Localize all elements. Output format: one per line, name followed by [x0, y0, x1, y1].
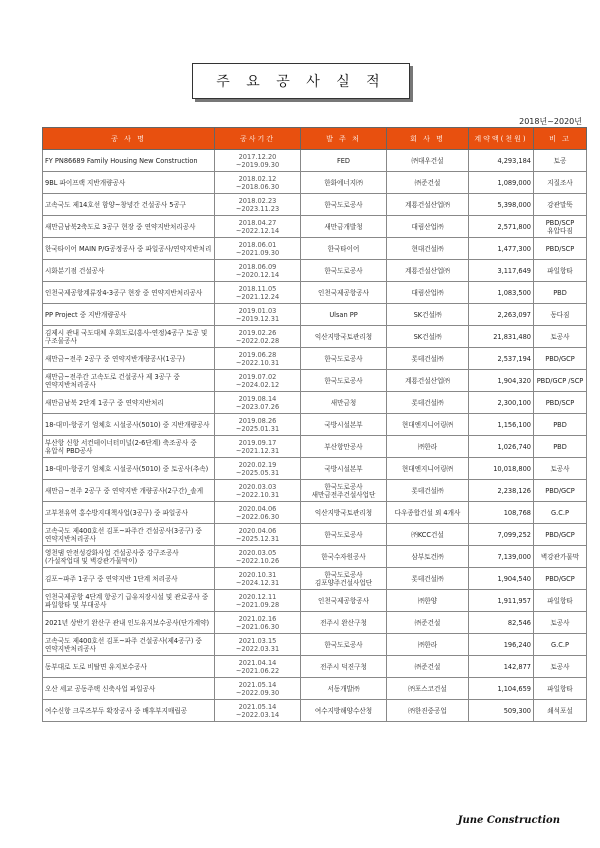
- cell-amount: 7,139,000: [469, 546, 534, 568]
- cell-client: 전주시 덕진구청: [301, 656, 387, 678]
- cell-note: 강관말뚝: [534, 194, 587, 216]
- cell-amount: 1,911,957: [469, 590, 534, 612]
- cell-name: 인천국제공항 4단계 항공기 급유저장시설 및 관로공사 중 파일항타 및 부대공사: [43, 590, 215, 612]
- cell-client: 한국도로공사: [301, 524, 387, 546]
- cell-period: 2017.12.20 ~2019.09.30: [215, 150, 301, 172]
- table-row: [43, 612, 587, 634]
- cell-name: PP Project 중 지반개량공사: [43, 304, 215, 326]
- table-row: [43, 348, 587, 370]
- cell-name: 18-대미-항공기 엄체호 시설공사(5010) 중 지반개량공사: [43, 414, 215, 436]
- cell-note: PBD: [534, 414, 587, 436]
- col-header-name: 공 사 명: [43, 128, 215, 150]
- cell-amount: 1,904,320: [469, 370, 534, 392]
- cell-note: PBD/GCP: [534, 480, 587, 502]
- cell-amount: 3,117,649: [469, 260, 534, 282]
- table-row: [43, 260, 587, 282]
- cell-company: 현대엔지니어링㈜: [387, 458, 469, 480]
- cell-company: ㈜포스코건설: [387, 678, 469, 700]
- cell-name: 새만금~전주간 고속도로 건설공사 제 3공구 중 연약지반처리공사: [43, 370, 215, 392]
- cell-period: 2019.01.03 ~2019.12.31: [215, 304, 301, 326]
- cell-period: 2019.08.14 ~2023.07.26: [215, 392, 301, 414]
- cell-amount: 2,263,097: [469, 304, 534, 326]
- cell-note: 동다짐: [534, 304, 587, 326]
- cell-period: 2019.02.26 ~2022.02.28: [215, 326, 301, 348]
- cell-note: PBD/SCP: [534, 238, 587, 260]
- cell-company: 계룡건설산업㈜: [387, 260, 469, 282]
- cell-client: 여수지방해양수산청: [301, 700, 387, 722]
- cell-amount: 21,831,480: [469, 326, 534, 348]
- col-header-client: 발 주 처: [301, 128, 387, 150]
- cell-name: 새만금~전주 2공구 중 연약지반 개량공사(2구간)_솔게: [43, 480, 215, 502]
- cell-amount: 7,099,252: [469, 524, 534, 546]
- cell-company: 대림산업㈜: [387, 216, 469, 238]
- col-header-company: 회 사 명: [387, 128, 469, 150]
- cell-client: 인천국제공항공사: [301, 590, 387, 612]
- table-row: [43, 656, 587, 678]
- cell-company: SK건설㈜: [387, 304, 469, 326]
- col-header-amount: 계약액(천원): [469, 128, 534, 150]
- cell-note: PBD/GCP: [534, 524, 587, 546]
- cell-name: FY PN86689 Family Housing New Construction: [43, 150, 215, 172]
- cell-note: PBD/GCP: [534, 568, 587, 590]
- cell-note: 토공: [534, 150, 587, 172]
- cell-name: 9BL 파이프랙 지반개량공사: [43, 172, 215, 194]
- cell-period: 2021.02.16 ~2021.06.30: [215, 612, 301, 634]
- cell-client: 국방시설본부: [301, 414, 387, 436]
- cell-company: 롯데건설㈜: [387, 480, 469, 502]
- table-row: [43, 546, 587, 568]
- table-row: [43, 480, 587, 502]
- table-row: [43, 172, 587, 194]
- table-row: [43, 524, 587, 546]
- cell-client: 익산지방국토관리청: [301, 502, 387, 524]
- cell-period: 2021.05.14 ~2022.09.30: [215, 678, 301, 700]
- table-row: [43, 458, 587, 480]
- col-header-note: 비 고: [534, 128, 587, 150]
- table-row: [43, 414, 587, 436]
- cell-period: 2020.04.06 ~2022.06.30: [215, 502, 301, 524]
- cell-note: PBD/SCP: [534, 392, 587, 414]
- cell-period: 2020.04.06 ~2025.12.31: [215, 524, 301, 546]
- cell-company: ㈜준건설: [387, 172, 469, 194]
- cell-company: 계룡건설산업㈜: [387, 370, 469, 392]
- cell-amount: 1,089,000: [469, 172, 534, 194]
- table-row: [43, 194, 587, 216]
- cell-company: 롯데건설㈜: [387, 568, 469, 590]
- cell-period: 2019.09.17 ~2021.12.31: [215, 436, 301, 458]
- cell-name: 새만금~전주 2공구 중 연약지반개량공사(1공구): [43, 348, 215, 370]
- cell-client: 국방시설본부: [301, 458, 387, 480]
- cell-amount: 2,300,100: [469, 392, 534, 414]
- cell-amount: 2,238,126: [469, 480, 534, 502]
- table-row: [43, 392, 587, 414]
- cell-company: ㈜한양: [387, 590, 469, 612]
- cell-period: 2020.12.11 ~2021.09.28: [215, 590, 301, 612]
- cell-client: 한국도로공사: [301, 634, 387, 656]
- cell-amount: 142,877: [469, 656, 534, 678]
- table-row: [43, 590, 587, 612]
- cell-name: 여수신항 크루즈부두 확장공사 중 배후부지매립공: [43, 700, 215, 722]
- cell-name: 오산 세교 공동주택 신축사업 파일공사: [43, 678, 215, 700]
- cell-note: 파일항타: [534, 260, 587, 282]
- cell-period: 2018.02.12 ~2018.06.30: [215, 172, 301, 194]
- cell-note: 쇄석포설: [534, 700, 587, 722]
- cell-company: 계룡건설산업㈜: [387, 194, 469, 216]
- cell-client: 한국도로공사: [301, 194, 387, 216]
- cell-name: 18-대미-항공기 엄체호 시설공사(5010) 중 토공사(추속): [43, 458, 215, 480]
- table-row: [43, 150, 587, 172]
- cell-note: 토공사: [534, 656, 587, 678]
- cell-note: 토공사: [534, 612, 587, 634]
- cell-client: 한화에너지㈜: [301, 172, 387, 194]
- col-header-period: 공사기간: [215, 128, 301, 150]
- cell-name: 새만금남북2축도로 3공구 현장 중 연약지반처리공사: [43, 216, 215, 238]
- cell-client: 한국타이어: [301, 238, 387, 260]
- table-row: [43, 678, 587, 700]
- cell-name: 김제시 관내 국도대체 우회도로(흥사-연정)4공구 토공 및 구조물공사: [43, 326, 215, 348]
- cell-note: 파일항타: [534, 590, 587, 612]
- cell-period: 2018.11.05 ~2021.12.24: [215, 282, 301, 304]
- cell-amount: 196,240: [469, 634, 534, 656]
- table-row: [43, 216, 587, 238]
- cell-client: 익산지방국토관리청: [301, 326, 387, 348]
- table-row: [43, 304, 587, 326]
- cell-company: 삼부토건㈜: [387, 546, 469, 568]
- cell-period: 2019.07.02 ~2024.02.12: [215, 370, 301, 392]
- cell-amount: 108,768: [469, 502, 534, 524]
- cell-note: PBD/GCP /SCP: [534, 370, 587, 392]
- table-row: [43, 326, 587, 348]
- cell-period: 2018.04.27 ~2022.12.14: [215, 216, 301, 238]
- cell-name: 고속국도 제14호선 함양~창녕간 건설공사 5공구: [43, 194, 215, 216]
- table-row: [43, 436, 587, 458]
- cell-company: 롯데건설㈜: [387, 348, 469, 370]
- cell-note: 파일항타: [534, 678, 587, 700]
- cell-client: 인천국제공항공사: [301, 282, 387, 304]
- company-signature: June Construction: [457, 815, 560, 826]
- cell-client: 서동개발㈜: [301, 678, 387, 700]
- cell-client: 한국도로공사: [301, 370, 387, 392]
- cell-name: 시화분기점 건설공사: [43, 260, 215, 282]
- cell-amount: 2,571,800: [469, 216, 534, 238]
- cell-period: 2021.03.15 ~2022.03.31: [215, 634, 301, 656]
- cell-note: PBD/GCP: [534, 348, 587, 370]
- cell-name: 고부천유역 홍수방지대책사업(3공구) 중 파일공사: [43, 502, 215, 524]
- cell-name: 김포~파주 1공구 중 연약지반 1단계 처리공사: [43, 568, 215, 590]
- cell-amount: 1,156,100: [469, 414, 534, 436]
- cell-amount: 1,104,659: [469, 678, 534, 700]
- cell-company: 현대건설㈜: [387, 238, 469, 260]
- cell-name: 새만금남북 2단계 1공구 중 연약지반처리: [43, 392, 215, 414]
- cell-company: 다우종합건설 외 4개사: [387, 502, 469, 524]
- cell-note: G.C.P: [534, 502, 587, 524]
- cell-amount: 509,300: [469, 700, 534, 722]
- cell-client: 부산항만공사: [301, 436, 387, 458]
- cell-amount: 1,477,300: [469, 238, 534, 260]
- cell-client: 한국도로공사 새만금전주건설사업단: [301, 480, 387, 502]
- cell-period: 2018.06.01 ~2021.09.30: [215, 238, 301, 260]
- cell-period: 2018.06.09 ~2020.12.14: [215, 260, 301, 282]
- table-row: [43, 568, 587, 590]
- cell-company: 대림산업㈜: [387, 282, 469, 304]
- table-row: [43, 282, 587, 304]
- cell-name: 부산항 신항 서컨테이너터미널(2-6단계) 축조공사 중 유압식 PBD공사: [43, 436, 215, 458]
- cell-company: ㈜대우건설: [387, 150, 469, 172]
- cell-period: 2020.03.05 ~2022.10.26: [215, 546, 301, 568]
- cell-period: 2020.02.19 ~2025.05.31: [215, 458, 301, 480]
- cell-period: 2021.05.14 ~2022.03.14: [215, 700, 301, 722]
- cell-note: 벽강관가물막: [534, 546, 587, 568]
- cell-client: FED: [301, 150, 387, 172]
- cell-note: PBD/SCP 유압다짐: [534, 216, 587, 238]
- cell-client: 전주시 완산구청: [301, 612, 387, 634]
- cell-period: 2019.06.28 ~2022.10.31: [215, 348, 301, 370]
- cell-note: 지질조사: [534, 172, 587, 194]
- cell-name: 고속국도 제400호선 김포~파주 건설공사(제4공구) 중 연약지반처리공사: [43, 634, 215, 656]
- cell-name: 인천국제공항계류장4-3공구 현장 중 연약지반처리공사: [43, 282, 215, 304]
- table-row: [43, 634, 587, 656]
- cell-name: 영천댐 안전성강화사업 건설공사중 강구조공사(가설작업대 및 벽강관가물막이): [43, 546, 215, 568]
- cell-company: ㈜준건설: [387, 612, 469, 634]
- cell-name: 2021년 상반기 완산구 관내 인도유지보수공사(단가계약): [43, 612, 215, 634]
- table-row: [43, 370, 587, 392]
- period-label: 2018년~2020년: [519, 117, 582, 126]
- works-table: [42, 127, 587, 722]
- cell-note: PBD: [534, 282, 587, 304]
- table-row: [43, 700, 587, 722]
- cell-client: 한국도로공사: [301, 260, 387, 282]
- cell-client: 새만금청: [301, 392, 387, 414]
- cell-company: ㈜한라: [387, 634, 469, 656]
- cell-client: 한국도로공사 김포양주건설사업단: [301, 568, 387, 590]
- cell-note: PBD: [534, 436, 587, 458]
- cell-period: 2018.02.23 ~2023.11.23: [215, 194, 301, 216]
- cell-company: ㈜한진중공업: [387, 700, 469, 722]
- cell-amount: 10,018,800: [469, 458, 534, 480]
- cell-amount: 1,083,500: [469, 282, 534, 304]
- cell-company: ㈜준건설: [387, 656, 469, 678]
- cell-note: G.C.P: [534, 634, 587, 656]
- cell-client: 새만금개발청: [301, 216, 387, 238]
- cell-name: 동부대로 도로 비탈면 유지보수공사: [43, 656, 215, 678]
- cell-period: 2019.08.26 ~2025.01.31: [215, 414, 301, 436]
- cell-client: 한국수자원공사: [301, 546, 387, 568]
- table-row: [43, 502, 587, 524]
- cell-period: 2020.10.31 ~2024.12.31: [215, 568, 301, 590]
- cell-amount: 5,398,000: [469, 194, 534, 216]
- cell-amount: 82,546: [469, 612, 534, 634]
- cell-client: 한국도로공사: [301, 348, 387, 370]
- cell-amount: 1,904,540: [469, 568, 534, 590]
- cell-company: SK건설㈜: [387, 326, 469, 348]
- cell-note: 토공사: [534, 326, 587, 348]
- cell-name: 한국타이어 MAIN P/G공정공사 중 파일공사/연약지반처리: [43, 238, 215, 260]
- cell-company: 롯데건설㈜: [387, 392, 469, 414]
- cell-amount: 4,293,184: [469, 150, 534, 172]
- cell-company: ㈜KCC건설: [387, 524, 469, 546]
- cell-client: Ulsan PP: [301, 304, 387, 326]
- table-row: [43, 238, 587, 260]
- cell-amount: 1,026,740: [469, 436, 534, 458]
- cell-note: 토공사: [534, 458, 587, 480]
- document-title: 주 요 공 사 실 적: [192, 63, 410, 99]
- cell-company: ㈜한라: [387, 436, 469, 458]
- cell-company: 현대엔지니어링㈜: [387, 414, 469, 436]
- cell-amount: 2,537,194: [469, 348, 534, 370]
- cell-period: 2020.03.03 ~2022.10.31: [215, 480, 301, 502]
- table-header-row: [43, 128, 587, 150]
- cell-name: 고속국도 제400호선 김포~파주간 건설공사(3공구) 중 연약지반처리공사: [43, 524, 215, 546]
- cell-period: 2021.04.14 ~2021.06.22: [215, 656, 301, 678]
